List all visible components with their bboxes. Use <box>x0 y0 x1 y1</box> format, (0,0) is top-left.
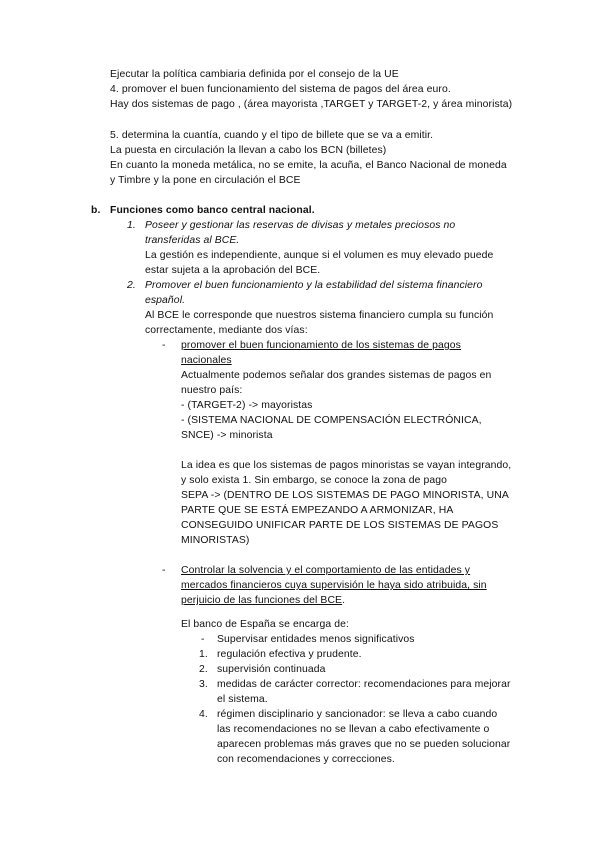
list-marker: 3. <box>199 679 208 690</box>
intro-line: Hay dos sistemas de pago , (área mayorista ,TARGET y TARGET-2, y área minorista) <box>110 99 513 110</box>
list-marker: 1. <box>199 649 208 660</box>
item-body: estar sujeta a la aprobación del BCE. <box>145 265 321 276</box>
list-marker: 4. <box>199 709 208 720</box>
via1-paragraph: MINORISTAS) <box>181 535 250 546</box>
section-heading: Funciones como banco central nacional. <box>110 205 315 216</box>
item-title: español. <box>145 295 186 306</box>
via1-paragraph: PARTE QUE SE ESTÁ EMPEZANDO A ARMONIZAR, HA <box>181 505 454 516</box>
item-body: La gestión es independiente, aunque si el volumen es muy elevado puede <box>145 250 494 261</box>
via2-title: perjuicio de las funciones del BCE <box>181 595 343 606</box>
intro-line: 5. determina la cuantía, cuando y el tipo de billete que se va a emitir. <box>110 130 434 141</box>
list-item: supervisión continuada <box>217 664 326 675</box>
list-item: el sistema. <box>217 694 268 705</box>
list-marker: 2. <box>199 664 208 675</box>
dash-bullet: - <box>162 340 166 351</box>
intro-line: y Timbre y la pone en circulación el BCE <box>110 175 301 186</box>
intro-line: La puesta en circulación la llevan a cabo los BCN (billetes) <box>110 145 387 156</box>
list-item: medidas de carácter corrector: recomendaciones para mejorar <box>217 679 511 690</box>
list-item: aparecen problemas más graves que no se pueden solucionar <box>217 739 511 750</box>
item-body: correctamente, mediante dos vías: <box>145 325 308 336</box>
via1-paragraph: SEPA -> (DENTRO DE LOS SISTEMAS DE PAGO MINORISTA, UNA <box>181 490 509 501</box>
intro-line: 4. promover el buen funcionamiento del sistema de pagos del área euro. <box>110 84 451 95</box>
item-number: 1. <box>127 220 136 231</box>
via1-paragraph: La idea es que los sistemas de pagos minoristas se vayan integrando, <box>181 460 512 471</box>
via1-body: Actualmente podemos señalar dos grandes sistemas de pagos en <box>181 370 492 381</box>
list-item: régimen disciplinario y sancionador: se lleva a cabo cuando <box>217 709 498 720</box>
via1-paragraph: y solo exista 1. Sin embargo, se conoce la zona de pago <box>181 475 448 486</box>
intro-line: En cuanto la moneda metálica, no se emite, la acuña, el Banco Nacional de moneda <box>110 160 507 171</box>
via1-body: SNCE) -> minorista <box>181 430 273 441</box>
via1-paragraph: CONSEGUIDO UNIFICAR PARTE DE LOS SISTEMAS DE PAGOS <box>181 520 499 531</box>
via1-body: nuestro país: <box>181 385 243 396</box>
via2-title-last <box>181 593 345 608</box>
item-title: Poseer y gestionar las reservas de divisas y metales preciosos no <box>145 220 456 231</box>
item-title: transferidas al BCE. <box>145 235 240 246</box>
list-item: Supervisar entidades menos significativos <box>217 634 415 645</box>
list-item: con recomendaciones y correcciones. <box>217 754 395 765</box>
via1-body: - (SISTEMA NACIONAL DE COMPENSACIÓN ELECTRÓNICA, <box>181 415 482 426</box>
via2-title: mercados financieros cuya supervisión le haya sido atribuida, sin <box>181 580 487 591</box>
item-number: 2. <box>127 280 136 291</box>
via1-title: nacionales <box>181 355 232 366</box>
list-item: las recomendaciones no se llevan a cabo efectivamente o <box>217 724 490 735</box>
item-body: Al BCE le corresponde que nuestros sistema financiero cumpla su función <box>145 310 494 321</box>
list-marker: - <box>201 634 205 645</box>
via1-body: - (TARGET-2) -> mayoristas <box>181 400 313 411</box>
intro-line: Ejecutar la política cambiaria definida por el consejo de la UE <box>110 69 399 80</box>
item-title: Promover el buen funcionamiento y la estabilidad del sistema financiero <box>145 280 483 291</box>
via2-intro: El banco de España se encarga de: <box>181 619 349 630</box>
dash-bullet: - <box>162 565 166 576</box>
list-item: regulación efectiva y prudente. <box>217 649 362 660</box>
via1-title: promover el buen funcionamiento de los sistemas de pagos <box>181 340 461 351</box>
via2-title-period: . <box>342 595 346 606</box>
via2-title: Controlar la solvencia y el comportamiento de las entidades y <box>181 565 471 576</box>
section-marker: b. <box>91 205 101 216</box>
